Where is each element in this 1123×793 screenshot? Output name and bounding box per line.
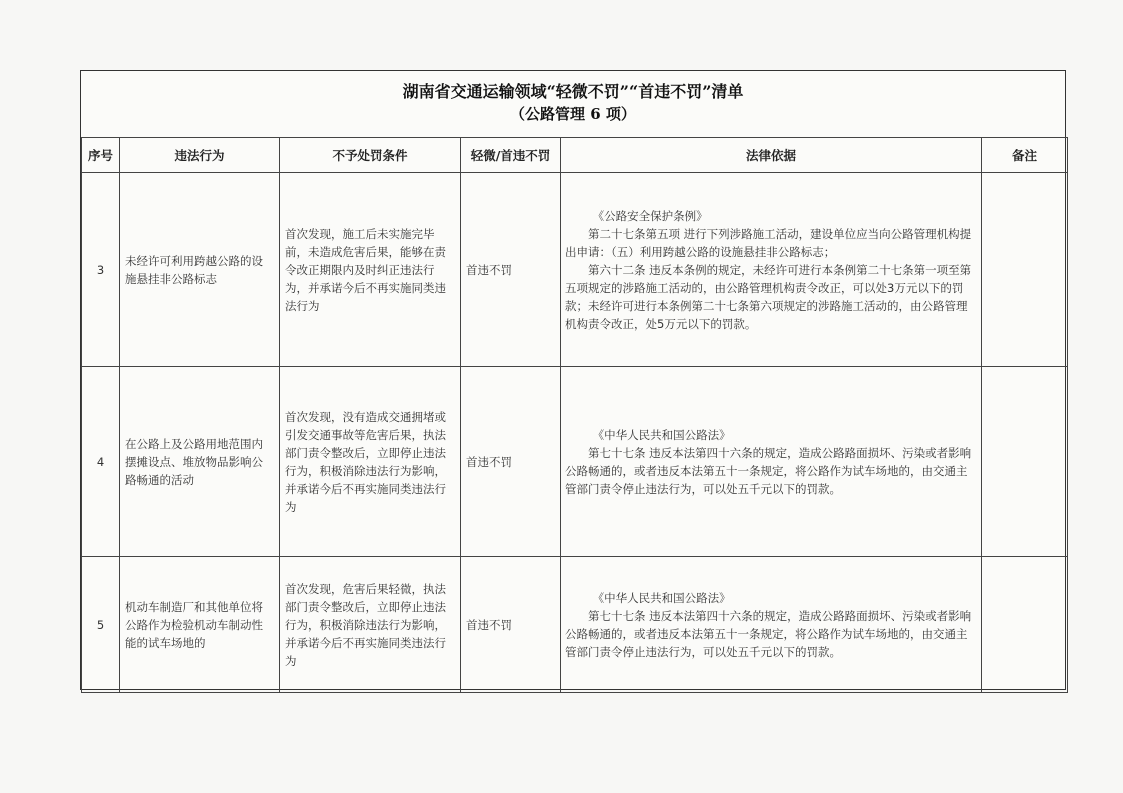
row-violation: 机动车制造厂和其他单位将公路作为检验机动车制动性能的试车场地的	[120, 557, 280, 693]
penalty-list-table	[81, 137, 1068, 693]
law-article: 第六十二条 违反本条例的规定，未经许可进行本条例第二十七条第一项至第五项规定的涉路施工活动的，由公路管理机构责令改正，可以处3万元以下的罚款；未经许可进行本条例第二十七条第六项规定的涉路施工活动的，由公路管理机构责令改正，处5万元以下的罚款。	[565, 262, 972, 331]
header-no: 序号	[82, 138, 120, 173]
law-source: 《中华人民共和国公路法》	[592, 427, 731, 442]
law-source: 《中华人民共和国公路法》	[592, 590, 731, 605]
row-remarks	[982, 367, 1068, 557]
header-type: 轻微/首违不罚	[461, 138, 561, 173]
row-legal-basis	[561, 557, 982, 693]
row-no: 5	[82, 557, 120, 693]
law-article: 第二十七条第五项 进行下列涉路施工活动，建设单位应当向公路管理机构提出申请：（五）利用跨越公路的设施悬挂非公路标志；	[565, 226, 972, 259]
row-no: 3	[82, 173, 120, 367]
row-condition: 首次发现，施工后未实施完毕前，未造成危害后果，能够在责令改正期限内及时纠正违法行为，并承诺今后不再实施同类违法行为	[280, 173, 461, 367]
table-header-row	[82, 138, 1068, 173]
law-source: 《公路安全保护条例》	[592, 208, 708, 223]
row-type: 首违不罚	[461, 367, 561, 557]
row-condition: 首次发现，没有造成交通拥堵或引发交通事故等危害后果，执法部门责令整改后，立即停止违法行为，积极消除违法行为影响，并承诺今后不再实施同类违法行为	[280, 367, 461, 557]
title-line-2: （公路管理 6 项）	[510, 105, 636, 123]
title-line-1: 湖南省交通运输领域“轻微不罚”“首违不罚”清单	[402, 82, 744, 101]
table-row	[82, 557, 1068, 693]
row-legal-basis	[561, 367, 982, 557]
row-type: 首违不罚	[461, 173, 561, 367]
row-type: 首违不罚	[461, 557, 561, 693]
header-remarks: 备注	[982, 138, 1068, 173]
row-no: 4	[82, 367, 120, 557]
row-violation: 未经许可利用跨越公路的设施悬挂非公路标志	[120, 173, 280, 367]
row-condition: 首次发现，危害后果轻微，执法部门责令整改后，立即停止违法行为，积极消除违法行为影响，并承诺今后不再实施同类违法行为	[280, 557, 461, 693]
table-row	[82, 173, 1068, 367]
document-title	[81, 71, 1065, 138]
header-violation: 违法行为	[120, 138, 280, 173]
table-row	[82, 367, 1068, 557]
row-remarks	[982, 173, 1068, 367]
row-violation: 在公路上及公路用地范围内摆摊设点、堆放物品影响公路畅通的活动	[120, 367, 280, 557]
header-condition: 不予处罚条件	[280, 138, 461, 173]
header-legal-basis: 法律依据	[561, 138, 982, 173]
law-article: 第七十七条 违反本法第四十六条的规定，造成公路路面损坏、污染或者影响公路畅通的，或者违反本法第五十一条规定，将公路作为试车场地的，由交通主管部门责令停止违法行为，可以处五千元以下的罚款。	[565, 445, 972, 496]
document-sheet	[80, 70, 1066, 690]
row-remarks	[982, 557, 1068, 693]
law-article: 第七十七条 违反本法第四十六条的规定，造成公路路面损坏、污染或者影响公路畅通的，或者违反本法第五十一条规定，将公路作为试车场地的，由交通主管部门责令停止违法行为，可以处五千元以下的罚款。	[565, 608, 972, 659]
row-legal-basis	[561, 173, 982, 367]
